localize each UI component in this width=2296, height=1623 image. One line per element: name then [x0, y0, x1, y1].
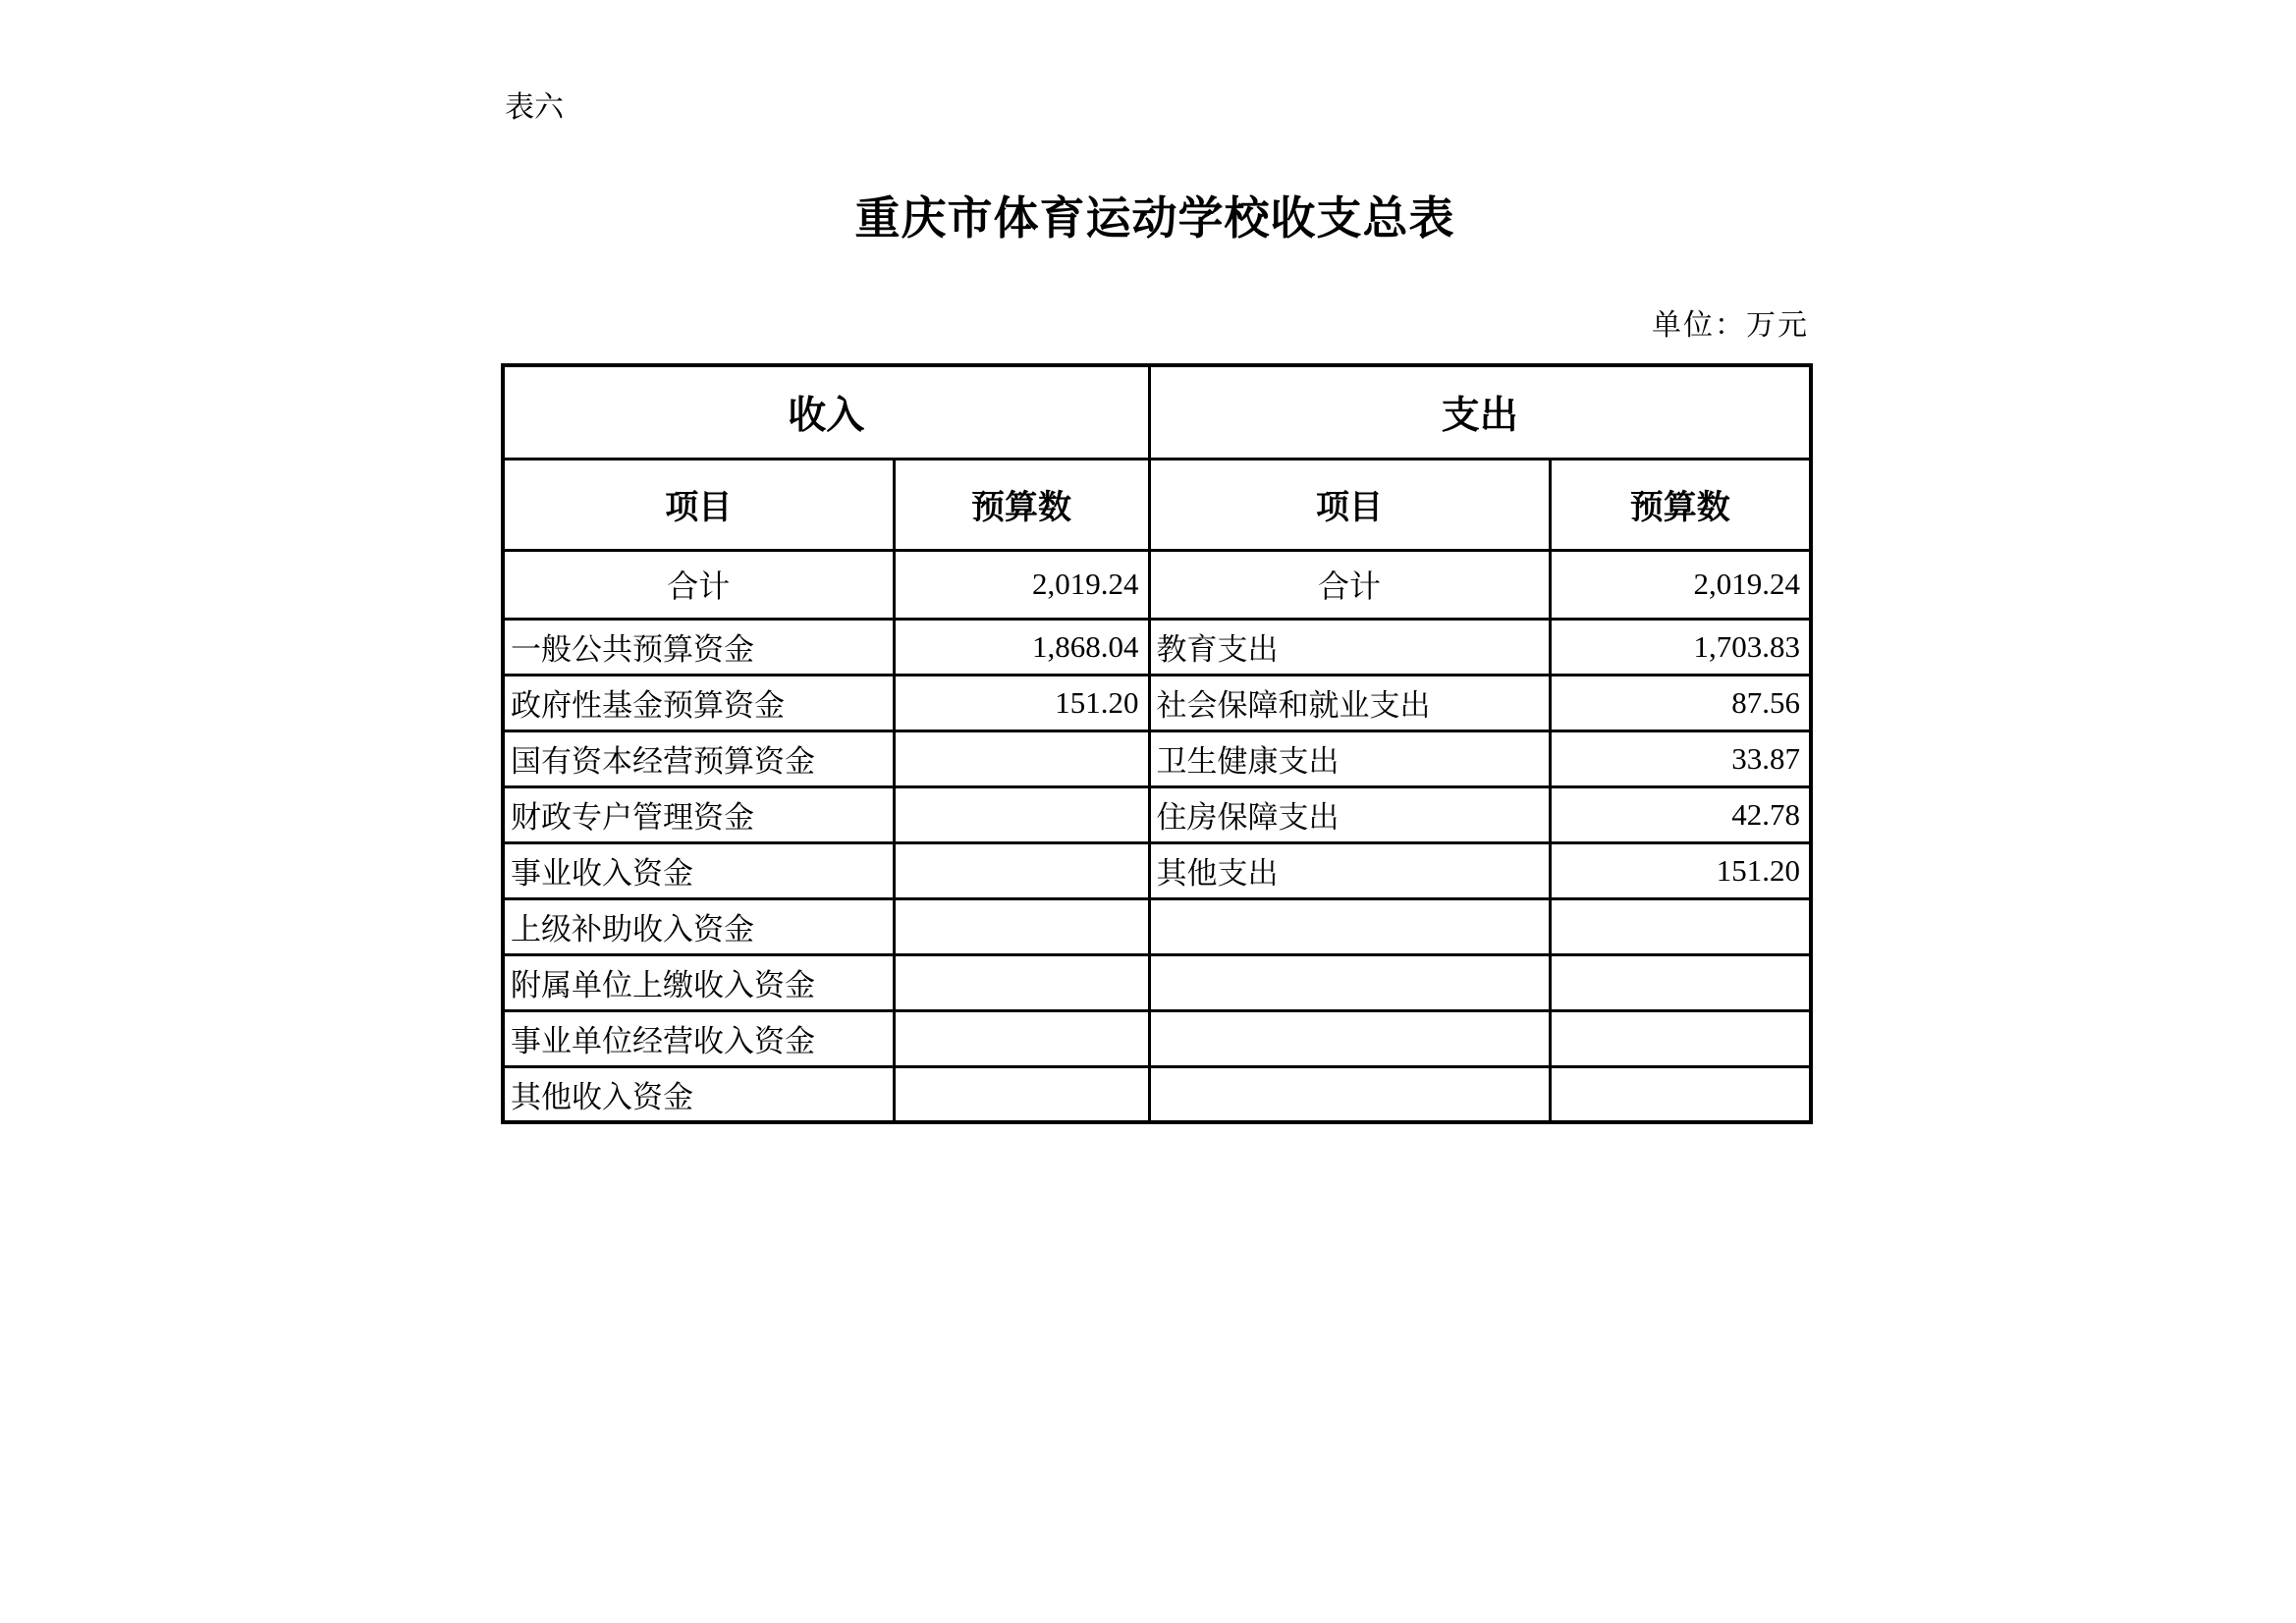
expenditure-item-header: 项目 — [1149, 459, 1550, 550]
revenue-budget-cell: 2,019.24 — [894, 550, 1149, 619]
expenditure-budget-cell: 42.78 — [1550, 786, 1811, 842]
expenditure-budget-cell: 33.87 — [1550, 730, 1811, 786]
expenditure-item-cell: 住房保障支出 — [1149, 786, 1550, 842]
revenue-budget-cell — [894, 954, 1149, 1010]
revenue-budget-cell — [894, 1010, 1149, 1066]
revenue-item-cell: 一般公共预算资金 — [503, 619, 894, 675]
table-row — [503, 954, 1811, 1010]
unit-note: 单位：万元 — [1652, 309, 1809, 342]
expenditure-section-header: 支出 — [1149, 365, 1811, 459]
table-row — [503, 675, 1811, 730]
table-row — [503, 786, 1811, 842]
revenue-budget-cell — [894, 842, 1149, 898]
revenue-item-header: 项目 — [503, 459, 894, 550]
revenue-item-cell: 其他收入资金 — [503, 1066, 894, 1122]
revenue-item-cell: 事业收入资金 — [503, 842, 894, 898]
section-header-row — [503, 365, 1811, 459]
expenditure-item-cell — [1149, 1066, 1550, 1122]
revenue-budget-cell — [894, 730, 1149, 786]
revenue-item-cell: 上级补助收入资金 — [503, 898, 894, 954]
revenue-item-cell: 政府性基金预算资金 — [503, 675, 894, 730]
expenditure-item-cell: 其他支出 — [1149, 842, 1550, 898]
table-row — [503, 842, 1811, 898]
expenditure-budget-cell: 87.56 — [1550, 675, 1811, 730]
revenue-item-cell: 附属单位上缴收入资金 — [503, 954, 894, 1010]
revenue-item-cell: 事业单位经营收入资金 — [503, 1010, 894, 1066]
revenue-item-cell: 国有资本经营预算资金 — [503, 730, 894, 786]
expenditure-budget-header: 预算数 — [1550, 459, 1811, 550]
revenue-budget-header: 预算数 — [894, 459, 1149, 550]
table-row-total — [503, 550, 1811, 619]
revenue-budget-cell: 151.20 — [894, 675, 1149, 730]
expenditure-budget-cell — [1550, 954, 1811, 1010]
expenditure-item-cell: 合计 — [1149, 550, 1550, 619]
expenditure-item-cell — [1149, 1010, 1550, 1066]
revenue-budget-cell: 1,868.04 — [894, 619, 1149, 675]
expenditure-budget-cell — [1550, 898, 1811, 954]
revenue-budget-cell — [894, 786, 1149, 842]
expenditure-budget-cell: 1,703.83 — [1550, 619, 1811, 675]
sheet-label: 表六 — [505, 91, 564, 124]
table-row — [503, 898, 1811, 954]
revenue-section-header: 收入 — [503, 365, 1149, 459]
revenue-item-cell: 合计 — [503, 550, 894, 619]
expenditure-item-cell — [1149, 954, 1550, 1010]
expenditure-item-cell: 社会保障和就业支出 — [1149, 675, 1550, 730]
expenditure-budget-cell: 2,019.24 — [1550, 550, 1811, 619]
column-header-row — [503, 459, 1811, 550]
expenditure-budget-cell — [1550, 1066, 1811, 1122]
revenue-budget-cell — [894, 1066, 1149, 1122]
table-row — [503, 730, 1811, 786]
expenditure-item-cell: 教育支出 — [1149, 619, 1550, 675]
expenditure-item-cell — [1149, 898, 1550, 954]
table-row — [503, 1010, 1811, 1066]
table-row — [503, 619, 1811, 675]
budget-summary-table — [501, 363, 1813, 1124]
table-row — [503, 1066, 1811, 1122]
expenditure-budget-cell — [1550, 1010, 1811, 1066]
expenditure-budget-cell: 151.20 — [1550, 842, 1811, 898]
page-title: 重庆市体育运动学校收支总表 — [854, 193, 1455, 243]
revenue-item-cell: 财政专户管理资金 — [503, 786, 894, 842]
revenue-budget-cell — [894, 898, 1149, 954]
expenditure-item-cell: 卫生健康支出 — [1149, 730, 1550, 786]
